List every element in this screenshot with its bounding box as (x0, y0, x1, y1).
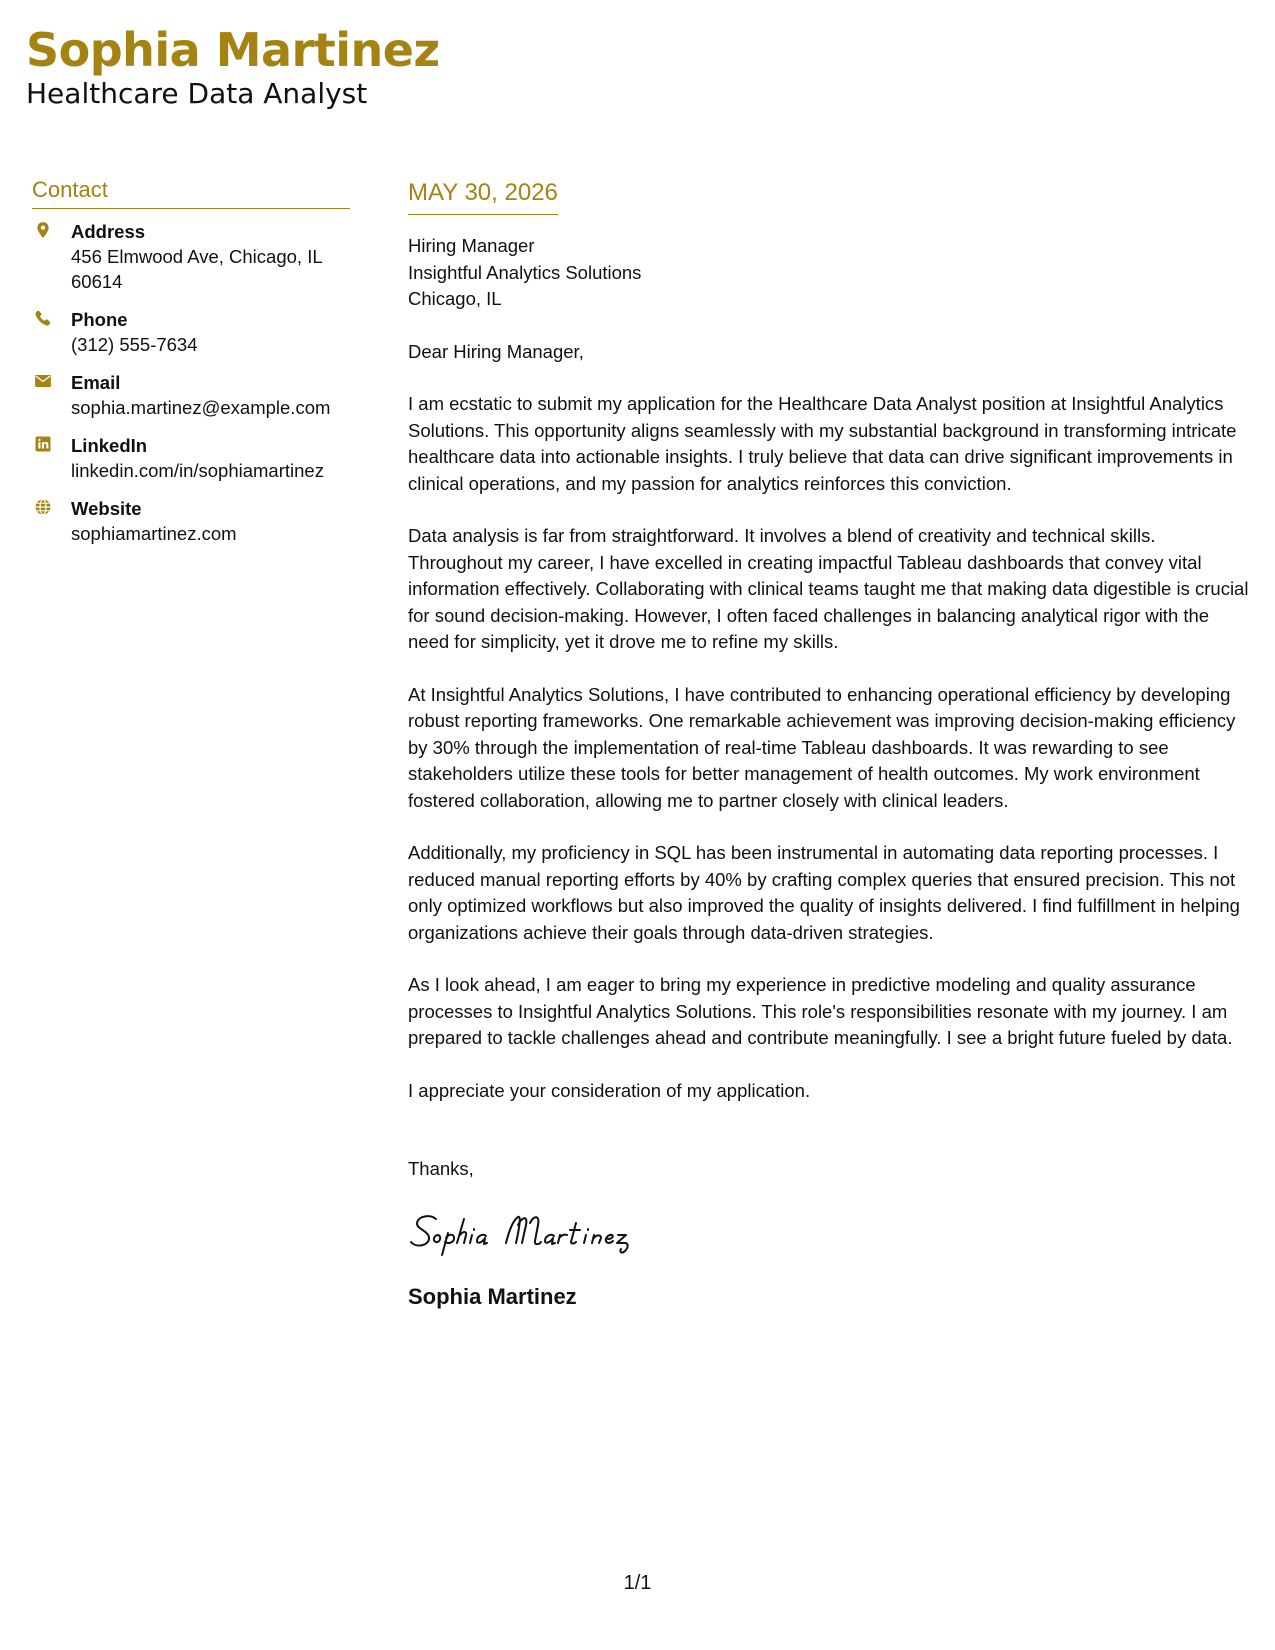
location-pin-icon (34, 221, 52, 239)
letter-date: MAY 30, 2026 (408, 179, 558, 206)
contact-item-linkedin (32, 433, 350, 483)
contact-item-email (32, 370, 350, 420)
recipient-block (408, 233, 1254, 313)
phone-icon (34, 309, 52, 327)
closing: Thanks, (408, 1158, 474, 1179)
signature-image (408, 1205, 672, 1261)
letter-paragraph: Data analysis is far from straightforward. It involves a blend of creativity and technical skills. Throughout my career, I have excelled in creating impactful Tableau dashboards that convey vital information effectively. Collaborating with clinical teams taught me that making data digestible is crucial for sound decision-making. However, I often faced challenges in balancing analytical rigor with the need for simplicity, yet it drove me to refine my skills. (408, 525, 1249, 652)
recipient-company: Insightful Analytics Solutions (408, 261, 642, 283)
website-value: sophiamartinez.com (71, 523, 237, 544)
recipient-title: Hiring Manager (408, 235, 535, 256)
contact-label-website: Website (71, 498, 142, 519)
email-value: sophia.martinez@example.com (71, 397, 331, 418)
contact-item-website (32, 496, 350, 546)
applicant-name: Sophia Martinez (26, 23, 440, 77)
contact-sidebar (32, 176, 350, 559)
letter-paragraph: Additionally, my proficiency in SQL has been instrumental in automating data reporting processes. I reduced manual reporting efforts by 40% by crafting complex queries that ensured precision. This not only optimized workflows but also improved the quality of insights delivered. I find fulfillment in helping organizations achieve their goals through data-driven strategies. (408, 842, 1240, 943)
contact-label-address: Address (71, 221, 146, 242)
letter-date-block (408, 178, 558, 215)
envelope-icon (34, 372, 52, 390)
recipient-location: Chicago, IL (408, 288, 502, 309)
linkedin-value: linkedin.com/in/sophiamartinez (71, 460, 324, 481)
contact-item-phone (32, 307, 350, 357)
letter-paragraph: I appreciate your consideration of my application. (408, 1079, 811, 1101)
contact-item-address (32, 219, 350, 294)
contact-section-title: Contact (32, 176, 350, 209)
address-line-1: 456 Elmwood Ave, Chicago, IL (71, 246, 323, 267)
cover-letter-body (408, 178, 1254, 1311)
letter-paragraph: At Insightful Analytics Solutions, I have contributed to enhancing operational efficiency by developing robust reporting frameworks. One remarkable achievement was improving decision-making efficiency by 30% through the implementation of real-time Tableau dashboards. It was rewarding to see stakeholders utilize these tools for better management of health outcomes. My work environment fostered collaboration, allowing me to partner closely with clinical leaders. (408, 683, 1236, 811)
globe-icon (34, 498, 52, 516)
address-line-2: 60614 (71, 271, 123, 292)
contact-label-phone: Phone (71, 309, 128, 330)
phone-value: (312) 555-7634 (71, 334, 198, 355)
letter-paragraph: I am ecstatic to submit my application for the Healthcare Data Analyst position at Insightful Analytics Solutions. This opportunity aligns seamlessly with my substantial background in transforming intricate healthcare data into actionable insights. I truly believe that data can drive significant improvements in clinical operations, and my passion for analytics reinforces this conviction. (408, 393, 1237, 494)
salutation: Dear Hiring Manager, (408, 340, 584, 362)
contact-list (32, 219, 350, 546)
signature-text: Sophia Martinez (408, 1204, 416, 1206)
contact-label-email: Email (71, 372, 121, 393)
letter-paragraph: As I look ahead, I am eager to bring my experience in predictive modeling and quality assurance processes to Insightful Analytics Solutions. This role's responsibilities resonate with my journey. I am prepared to tackle challenges ahead and contribute meaningfully. I see a bright future fueled by data. (408, 974, 1233, 1048)
page-number: 1/1 (623, 1572, 652, 1594)
page-header (26, 20, 440, 110)
applicant-job-title: Healthcare Data Analyst (26, 77, 368, 110)
contact-label-linkedin: LinkedIn (71, 435, 148, 456)
linkedin-icon (34, 435, 52, 453)
signer-name: Sophia Martinez (408, 1283, 577, 1309)
